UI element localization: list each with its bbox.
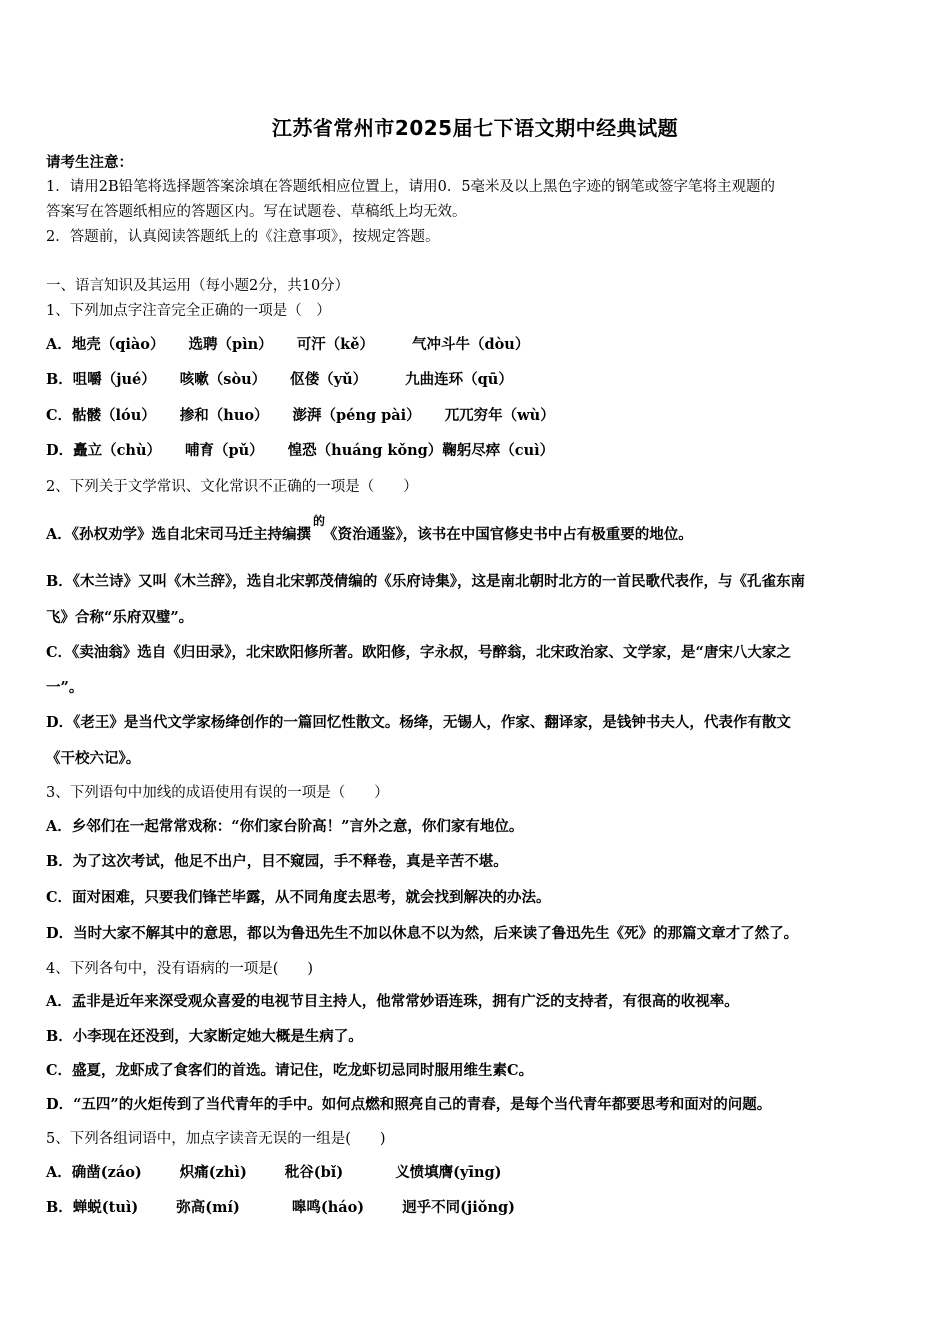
q4-option-b: B．小李现在还没到，大家断定她大概是生病了。	[46, 1028, 363, 1045]
q2-stem: 2、下列关于文学常识、文化常识不正确的一项是（ ）	[46, 479, 418, 495]
q1-option-d: D．矗立（chù） 哺育（pǔ） 惶恐（huáng kǒng）鞠躬尽瘁（cuì）	[46, 442, 555, 459]
q5-stem: 5、下列各组词语中，加点字读音无误的一组是( )	[46, 1131, 386, 1147]
q4-option-c: C．盛夏，龙虾成了食客们的首选。请记住，吃龙虾切忌同时服用维生素C。	[46, 1062, 534, 1079]
q5-option-a: A．确凿(záo) 炽痛(zhì) 秕谷(bǐ) 义愤填膺(yīng)	[46, 1164, 502, 1181]
notice-line-1: 1．请用2B铅笔将选择题答案涂填在答题纸相应位置上，请用0．5毫米及以上黑色字迹的钢笔或签字笔将主观题的	[46, 179, 776, 195]
q2-option-a: A．《孙权劝学》选自北宋司马迁主持编撰$^的$《资治通鉴》，该书在中国官修史书中占有极重要的地位。	[46, 514, 693, 543]
notice-line-2: 答案写在答题纸相应的答题区内。写在试题卷、草稿纸上均无效。	[46, 204, 467, 220]
q2-option-d-line1: D．《老王》是当代文学家杨绛创作的一篇回忆性散文。杨绛，无锡人，作家、翻译家，是钱钟书夫人，代表作有散文	[46, 714, 791, 731]
q4-stem: 4、下列各句中，没有语病的一项是( )	[46, 961, 314, 977]
q2-option-b-line1: B．《木兰诗》又叫《木兰辞》，选自北宋郭茂倩编的《乐府诗集》，这是南北朝时北方的一首民歌代表作，与《孔雀东南	[46, 573, 806, 590]
page-title: 江苏省常州市2025届七下语文期中经典试题	[271, 116, 679, 140]
section-heading: 一、语言知识及其运用（每小题2分，共10分）	[46, 278, 350, 294]
q1-option-b: B．咀嚼（jué） 咳嗽（sòu） 伛偻（yǔ） 九曲连环（qū）	[46, 371, 513, 388]
q2-option-c-line2: 一”。	[46, 679, 84, 696]
q3-option-b: B．为了这次考试，他足不出户，目不窥园，手不释卷，真是辛苦不堪。	[46, 853, 508, 870]
q2-option-b-line2: 飞》合称“乐府双璧”。	[46, 609, 194, 626]
option-label: A．	[46, 336, 72, 353]
q4-option-a: A．孟非是近年来深受观众喜爱的电视节目主持人，他常常妙语连珠，拥有广泛的支持者，有很高的收视率。	[46, 993, 739, 1010]
q3-option-d: D．当时大家不解其中的意思，都以为鲁迅先生不加以休息不以为然，后来读了鲁迅先生《死》的那篇文章才了然了。	[46, 925, 799, 942]
notice-line-3: 2．答题前，认真阅读答题纸上的《注意事项》，按规定答题。	[46, 229, 440, 245]
q1-option-c: C．骷髅（lóu） 掺和（huo） 澎湃（péng pài） 兀兀穷年（wù）	[46, 407, 555, 424]
q2-option-c-line1: C．《卖油翁》选自《归田录》，北宋欧阳修所著。欧阳修，字永叔，号醉翁，北宋政治家、文学家，是“唐宋八大家之	[46, 644, 791, 661]
q3-option-c: C．面对困难，只要我们锋芒毕露，从不同角度去思考，就会找到解决的办法。	[46, 889, 551, 906]
q3-stem: 3、下列语句中加线的成语使用有误的一项是（ ）	[46, 785, 389, 801]
notice-heading: 请考生注意：	[46, 154, 133, 171]
q1-stem: 1、下列加点字注音完全正确的一项是（ ）	[46, 303, 331, 319]
q5-option-b: B．蝉蜕(tuì) 弥高(mí) 嗥鸣(háo) 迥乎不同(jiǒng)	[46, 1199, 515, 1216]
q3-option-a: A．乡邻们在一起常常戏称：“你们家台阶高！”言外之意，你们家有地位。	[46, 818, 524, 835]
q1-option-a: A．地壳（qiào） 选聘（pìn） 可汗（kě） 气冲斗牛（dòu）	[46, 336, 530, 353]
q2-option-d-line2: 《干校六记》。	[46, 750, 141, 767]
q4-option-d: D．“五四”的火炬传到了当代青年的手中。如何点燃和照亮自己的青春，是每个当代青年都要思考和面对的问题。	[46, 1096, 772, 1113]
